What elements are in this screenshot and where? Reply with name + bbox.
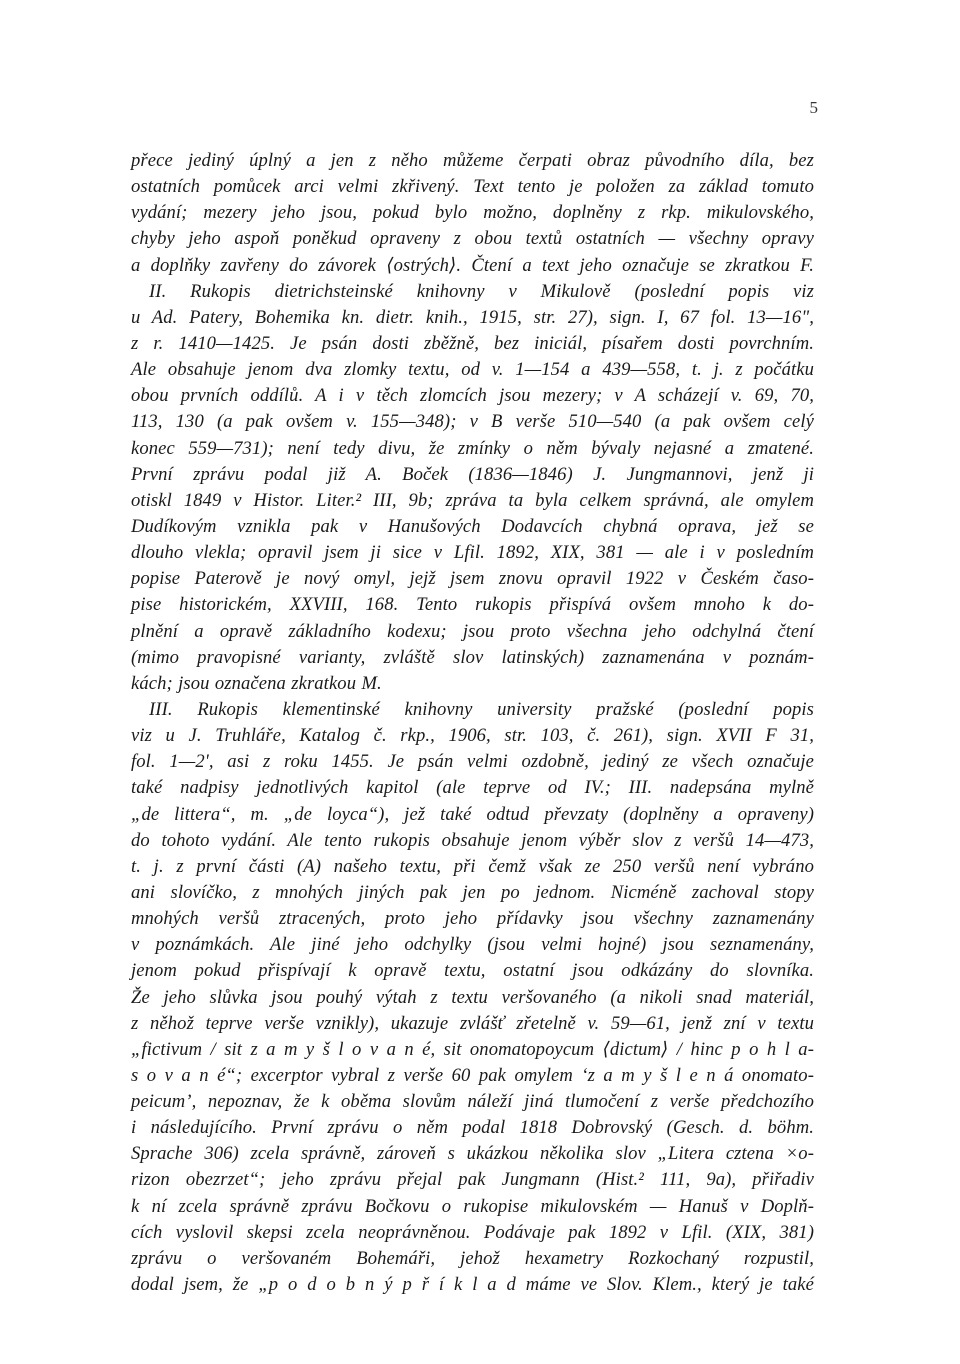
text-line: III. Rukopis klementinské knihovny university pražské (poslední popis — [149, 698, 814, 720]
text-line: viz u J. Truhláře, Katalog č. rkp., 1906, str. 103, č. 261), sign. XVII F 31, — [131, 725, 814, 747]
text-line: ani slovíčko, z mnohých jiných pak jen po jednom. Nicméně zachoval stopy — [131, 881, 814, 903]
text-line: zprávu o veršovaném Bohemáři, jehož hexametry Rozkochaný rozpustil, — [131, 1247, 814, 1269]
text-line: pise historickém, XXVIII, 168. Tento rukopis přispívá ovšem mnoho k do- — [131, 594, 814, 616]
text-line: „de littera“, m. „de loyca“), jež také odtud převzaty (doplněny a opraveny) — [131, 803, 814, 825]
text-line: fol. 1—2', asi z roku 1455. Je psán velmi ozdobně, jediný ze všech označuje — [131, 751, 814, 773]
text-line: obou prvních oddílů. A i v těch zlomcích jsou mezery; v A scházejí v. 69, 70, — [131, 385, 814, 407]
text-line: 113, 130 (a pak ovšem v. 155—348); v B verše 510—540 (a pak ovšem celý — [131, 411, 814, 433]
text-line: z něhož teprve verše vznikly), ukazuje zvlášť zřetelně v. 59—61, jenž zní v textu — [131, 1012, 814, 1034]
text-line: otiskl 1849 v Histor. Liter.² III, 9b; zpráva ta byla celkem správná, ale omylem — [131, 489, 814, 511]
text-line: popise Paterově je nový omyl, jejž jsem znovu opravil 1922 v Českém časo- — [131, 568, 814, 590]
text-line: k ní zcela správně zprávu Bočkovu o rukopise mikulovském — Hanuš v Doplň- — [131, 1195, 814, 1217]
text-line: i následujícího. První zprávu o něm podal 1818 Dobrovský (Gesch. d. böhm. — [131, 1117, 814, 1139]
text-line: z r. 1410—1425. Je psán dosti zběžně, bez iniciál, písařem dosti povrchním. — [131, 332, 814, 354]
text-line: rizon obezrzet“; jeho zprávu přejal pak Jungmann (Hist.² 111, 9a), přiřadiv — [131, 1169, 814, 1191]
text-line: Sprache 306) zcela správně, zároveň s ukázkou několika slov „Litera cztena ×o- — [131, 1143, 814, 1165]
text-line: Ale obsahuje jenom dva zlomky textu, od v. 1—154 a 439—558, t. j. z počátku — [131, 359, 814, 381]
text-line: a doplňky zavřeny do závorek ⟨ostrých⟩. Čtení a text jeho označuje se zkratkou F. — [131, 254, 814, 276]
text-line: s o v a n é“; excerptor vybral z verše 60 pak omylem ‘z a m y š l e n á onomato- — [131, 1064, 814, 1086]
text-line: (mimo pravopisné varianty, zvláště slov latinských) zaznamenána v poznám- — [131, 646, 814, 668]
text-line: také nadpisy jednotlivých kapitol (ale teprve od IV.; III. nadepsána mylně — [131, 777, 814, 799]
text-line: Že jeho slůvka jsou pouhý výtah z textu veršovaného (a nikoli snad materiál, — [131, 986, 814, 1008]
text-line: plnění a opravě základního kodexu; jsou proto všechna jeho odchylná čtení — [131, 620, 814, 642]
text-line: „fictivum / sit z a m y š l o v a n é, sit onomatopoycum ⟨dictum⟩ / hinc p o h l a- — [131, 1038, 814, 1060]
text-line: cích vyslovil skepsi zcela neoprávněnou. Podávaje pak 1892 v Lfil. (XIX, 381) — [131, 1221, 814, 1243]
body-text — [131, 148, 814, 1298]
text-line: peicum’, nepoznav, že k oběma slovům náleží jiná tlumočení z verše předchozího — [131, 1091, 814, 1113]
text-line: přece jediný úplný a jen z něho můžeme čerpati obraz původního díla, bez — [131, 150, 814, 171]
text-line: chyby jeho aspoň poněkud opraveny z obou textů ostatních — všechny opravy — [131, 228, 814, 250]
text-line: mnohých veršů ztracených, proto jeho přídavky jsou všechny zaznamenány — [131, 908, 814, 930]
text-line: ostatních pomůcek arci velmi zkřivený. Text tento je položen za základ tomuto — [131, 176, 814, 198]
page-number: 5 — [809, 98, 818, 117]
text-line: dodal jsem, že „p o d o b n ý p ř í k l a d máme ve Slov. Klem., který je také — [131, 1274, 814, 1296]
text-line: u Ad. Patery, Bohemika kn. dietr. knih., 1915, str. 27), sign. I, 67 fol. 13—16", — [131, 306, 814, 328]
text-line: vydání; mezery jeho jsou, pokud bylo možno, doplněny z rkp. mikulovského, — [131, 202, 814, 224]
text-line: jenom pokud přispívají k opravě textu, ostatní jsou odkázány do slovníka. — [131, 960, 814, 982]
text-line: do tohoto vydání. Ale tento rukopis obsahuje jenom výběr slov z veršů 14—473, — [131, 829, 814, 851]
text-line: v poznámkách. Ale jiné jeho odchylky (jsou velmi hojné) jsou seznamenány, — [131, 934, 814, 956]
text-line: konec 559—731); není tedy divu, že zmínky o něm bývaly nejasné a zmatené. — [131, 437, 814, 459]
text-line: t. j. z první části (A) našeho textu, při čemž však ze 250 veršů není vybráno — [131, 855, 814, 877]
text-line: kách; jsou označena zkratkou M. — [131, 672, 382, 694]
text-line: II. Rukopis dietrichsteinské knihovny v Mikulově (poslední popis viz — [149, 280, 814, 302]
text-line: Dudíkovým vznikla pak v Hanušových Dodavcích chybná oprava, jež se — [131, 515, 814, 537]
text-line: První zprávu podal již A. Boček (1836—1846) J. Jungmannovi, jenž ji — [131, 463, 814, 485]
text-line: dlouho vlekla; opravil jsem ji sice v Lfil. 1892, XIX, 381 — ale i v posledním — [131, 542, 814, 564]
